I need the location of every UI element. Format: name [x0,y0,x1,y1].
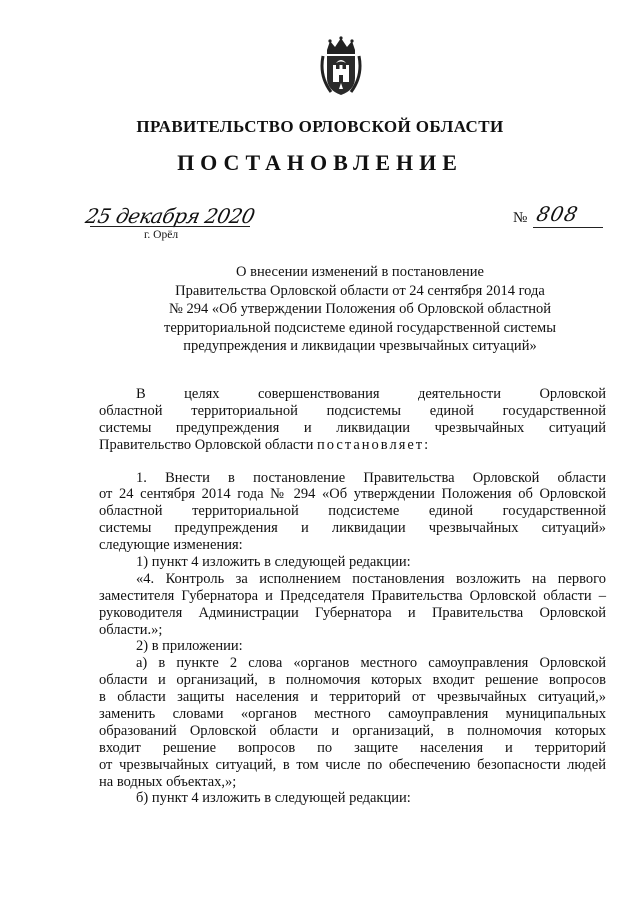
subitem1-line: «4. Контроль за исполнением постановления возложить на первого [136,570,606,587]
preamble-line: системы предупреждения и ликвидации чрезвычайных ситуаций [99,419,606,436]
subitem2a-line: области и организаций, в полномочия которых входит решение вопросов [99,672,606,689]
handwritten-date: 25 декабря 2020 [83,204,257,228]
subitem2a-line: заменить словами «органов местного самоуправления муниципальных [99,706,606,723]
subitem2a-line: на водных объектах,»; [99,773,237,790]
document-type: ПОСТАНОВЛЕНИЕ [177,150,463,175]
number-label: № [513,210,528,226]
document-body [99,386,606,807]
organization-title: ПРАВИТЕЛЬСТВО ОРЛОВСКОЙ ОБЛАСТИ [136,117,504,136]
item1-line: системы предупреждения и ликвидации чрезвычайных ситуаций» [99,520,606,537]
item1-line: 1. Внести в постановление Правительства Орловской области [136,469,606,486]
subitem1-line: руководителя Администрации Губернатора и Правительства Орловской [99,604,606,621]
subject-line: № 294 «Об утверждении Положения об Орловской областной [169,301,551,317]
subitem1-title: 1) пункт 4 изложить в следующей редакции: [136,554,411,571]
item1-line: от 24 сентября 2014 года № 294 «Об утверждении Положения об Орловской [99,486,606,503]
subitem2a-line: а) в пункте 2 слова «органов местного самоуправления Орловской [136,655,606,672]
subitem1-line: области.»; [99,621,163,638]
resolution-keyword: постановляет: [317,436,431,453]
coat-of-arms-icon [318,36,364,98]
subject-line: предупреждения и ликвидации чрезвычайных ситуаций» [183,338,537,354]
date-underline [90,226,250,227]
preamble-line: В целях совершенствования деятельности Орловской [136,386,606,402]
subject-line: территориальной подсистеме единой государственной системы [164,319,556,336]
subitem1-line: заместителя Губернатора и Председателя Правительства Орловской области – [99,587,606,604]
handwritten-number: 808 [534,202,581,226]
city-label: г. Орёл [144,229,179,241]
subject-line: Правительства Орловской области от 24 сентября 2014 года [175,282,545,299]
preamble-text: Правительство Орловской области [99,436,318,453]
number-underline [533,227,603,228]
subitem2a-line: образований Орловской области и организаций, в полномочия которых [99,722,606,739]
document-subject [100,263,620,356]
subject-line: О внесении изменений в постановление [236,264,484,280]
item1-line: областной территориальной подсистеме единой государственной [99,503,606,520]
subitem2a-line: от чрезвычайных ситуаций, в том числе по обеспечению безопасности людей [99,756,606,773]
subitem2a-line: входит решение вопросов по защите населения и территорий [99,739,606,756]
preamble-line-last [99,437,606,454]
subitem2a-line: в области защиты населения и территорий от чрезвычайных ситуаций,» [99,689,606,706]
subitem2b-title: б) пункт 4 изложить в следующей редакции: [136,790,411,807]
preamble-line: областной территориальной подсистемы единой государственной [99,402,606,419]
subitem2-title: 2) в приложении: [136,638,243,655]
item1-line: следующие изменения: [99,537,243,554]
